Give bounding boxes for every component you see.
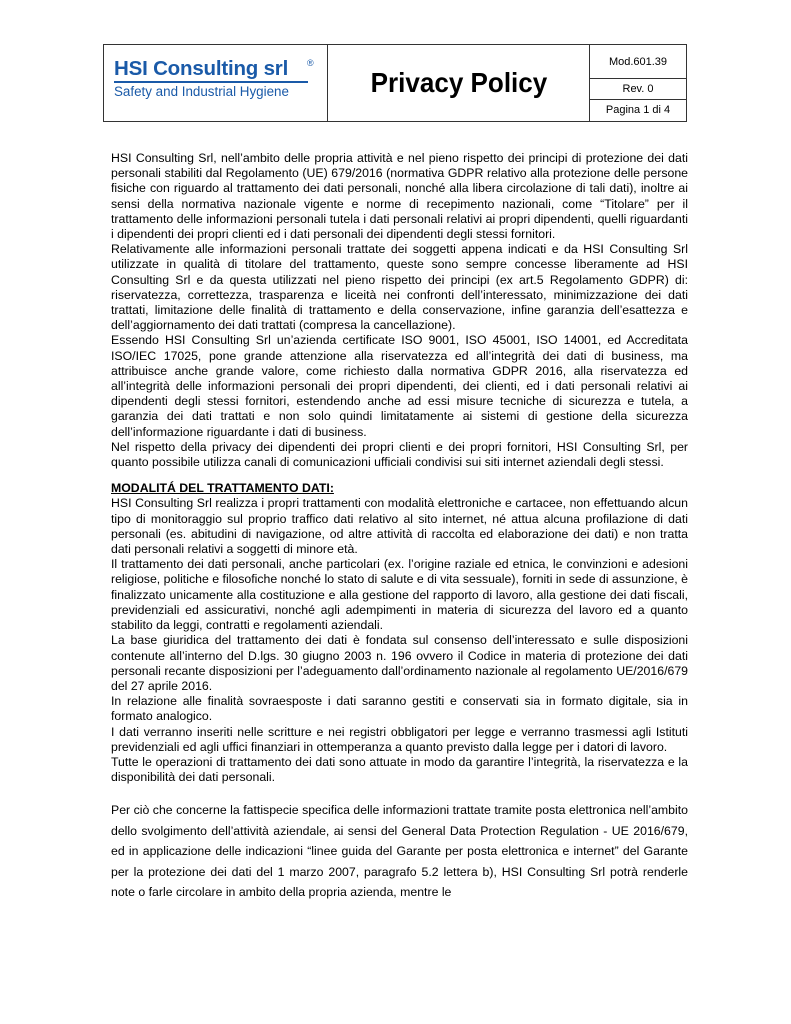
registered-mark: ® — [307, 58, 314, 68]
document-body — [111, 151, 688, 903]
logo-company-name: HSI Consulting srl — [114, 57, 289, 80]
company-logo — [114, 57, 320, 109]
intro-paragraph: HSI Consulting Srl, nell’ambito delle propria attività e nel pieno rispetto dei principi di protezione dei dati personali stabiliti dal Regolamento (UE) 679/2016 (normativa GDPR relativo alla protezione delle persone fisiche con riguardo al trattamento dei dati personali, nonché alla libera circolazione di tali dati), inoltre ai sensi della normativa nazionale vigente e norme di recepimento nazionali, come “Titolare” per il trattamento delle informazioni personali tutela i dati personali relativi ai propri dipendenti, quelli riguardanti i dipendenti dei propri clienti ed i dati personali dei dipendenti degli stessi fornitori. — [111, 151, 688, 242]
revision-number: Rev. 0 — [590, 79, 686, 100]
section-paragraph: Il trattamento dei dati personali, anche particolari (ex. l’origine raziale ed etnica, le convinzioni e adesioni religiose, politiche e filosofiche nonché lo stato di salute e di vita sessuale), forniti in sede di assunzione, è finalizzato unicamente alla costituzione e alla gestione del rapporto di lavoro, alla gestione dei dati fiscali, previdenziali ed assicurativi, nonché agli adempimenti in materia di sicurezza del lavoro ed a quanto stabilito da leggi, contratti e regolamenti aziendali. — [111, 557, 688, 633]
section-paragraph: La base giuridica del trattamento dei dati è fondata sul consenso dell’interessato e sulle disposizioni contenute all’interno del D.lgs. 30 giugno 2003 n. 196 ovvero il Codice in materia di protezione dei dati personali recante disposizioni per l’adeguamento dall’ordinamento nazionale al regolamento UE/2016/679 del 27 aprile 2016. — [111, 633, 688, 693]
document-meta — [590, 45, 686, 121]
section-paragraph: Tutte le operazioni di trattamento dei dati sono attuate in modo da garantire l’integrità, la riservatezza e la disponibilità dei dati personali. — [111, 754, 688, 785]
intro-paragraph: Nel rispetto della privacy dei dipendenti dei propri clienti e dei propri fornitori, HSI Consulting Srl, per quanto possibile utilizza canali di comunicazioni ufficiali condivisi sui siti internet aziendali degli stessi. — [111, 439, 688, 470]
intro-paragraph: Relativamente alle informazioni personali trattate dei soggetti appena indicati e da HSI Consulting Srl utilizzate in qualità di titolare del trattamento, queste sono sempre concesse liberamente ad HSI Consulting Srl e da questa utilizzati nel pieno rispetto dei principi (ex art.5 Regolamento GDPR) di: riservatezza, correttezza, trasparenza e liceità nei confronti dell’interessato, minimizzazione dei dati trattati, limitazione delle finalità di trattamento e della conservazione, infine garanzia dell’esattezza e dell’aggiornamento dei dati trattati (compresa la cancellazione). — [111, 242, 688, 333]
logo-tagline: Safety and Industrial Hygiene — [114, 84, 289, 99]
section-paragraph: In relazione alle finalità sovraesposte i dati saranno gestiti e conservati sia in formato digitale, sia in formato analogico. — [111, 694, 688, 724]
document-header — [103, 44, 687, 122]
logo-divider — [114, 81, 308, 83]
closing-paragraph: Per ciò che concerne la fattispecie specifica delle informazioni trattate tramite posta elettronica nell’ambito dello svolgimento dell’attività aziendale, ai sensi del General Data Protection Regulation - UE 2016/679, ed in applicazione delle indicazioni “linee guida del Garante per posta elettronica e internet” del Garante per la protezione dei dati del 1 marzo 2007, paragrafo 5.2 lettera b), HSI Consulting Srl potrà renderle note o farle circolare in ambito della propria azienda, mentre le — [111, 803, 688, 900]
section-paragraph: I dati verranno inseriti nelle scritture e nei registri obbligatori per legge e verranno trasmessi agli Istituti previdenziali ed agli uffici finanziari in ottemperanza a quanto previsto dalla legge per i datori di lavoro. — [111, 724, 688, 754]
module-code: Mod.601.39 — [590, 45, 686, 79]
section-heading: MODALITÁ DEL TRATTAMENTO DATI: — [111, 481, 334, 496]
logo-cell — [104, 45, 328, 121]
intro-paragraph: Essendo HSI Consulting Srl un’azienda certificate ISO 9001, ISO 45001, ISO 14001, ed Accreditata ISO/IEC 17025, pone grande attenzione alla riservatezza ed all’integrità dei dati di business, ma attribuisce anche grande valore, come richiesto dalla normativa GDPR 2016, alla riservatezza ed all’integrità delle informazioni personali dei propri dipendenti, dei clienti, ed i dati personali relativi ai dipendenti degli stessi fornitori, estendendo anche ad essi misure tecniche di sicurezza e tutela, a garanzia dei dati trattati e non solo quindi limitatamente ai sistemi di gestione della sicurezza dell’informazione riguardante i dati di business. — [111, 333, 688, 439]
title-cell — [328, 45, 590, 121]
document-title: Privacy Policy — [370, 67, 547, 98]
section-paragraph: HSI Consulting Srl realizza i propri trattamenti con modalità elettroniche e cartacee, non effettuando alcun tipo di monitoraggio sul proprio traffico dati relativo al sito internet, né attua alcuna profilazione di dati personali (es. abitudini di navigazione, od altre attività di raccolta ed elaborazione dei dati) e non tratta dati personali relativi a soggetti di minore età. — [111, 496, 688, 557]
page-number: Pagina 1 di 4 — [605, 104, 671, 116]
